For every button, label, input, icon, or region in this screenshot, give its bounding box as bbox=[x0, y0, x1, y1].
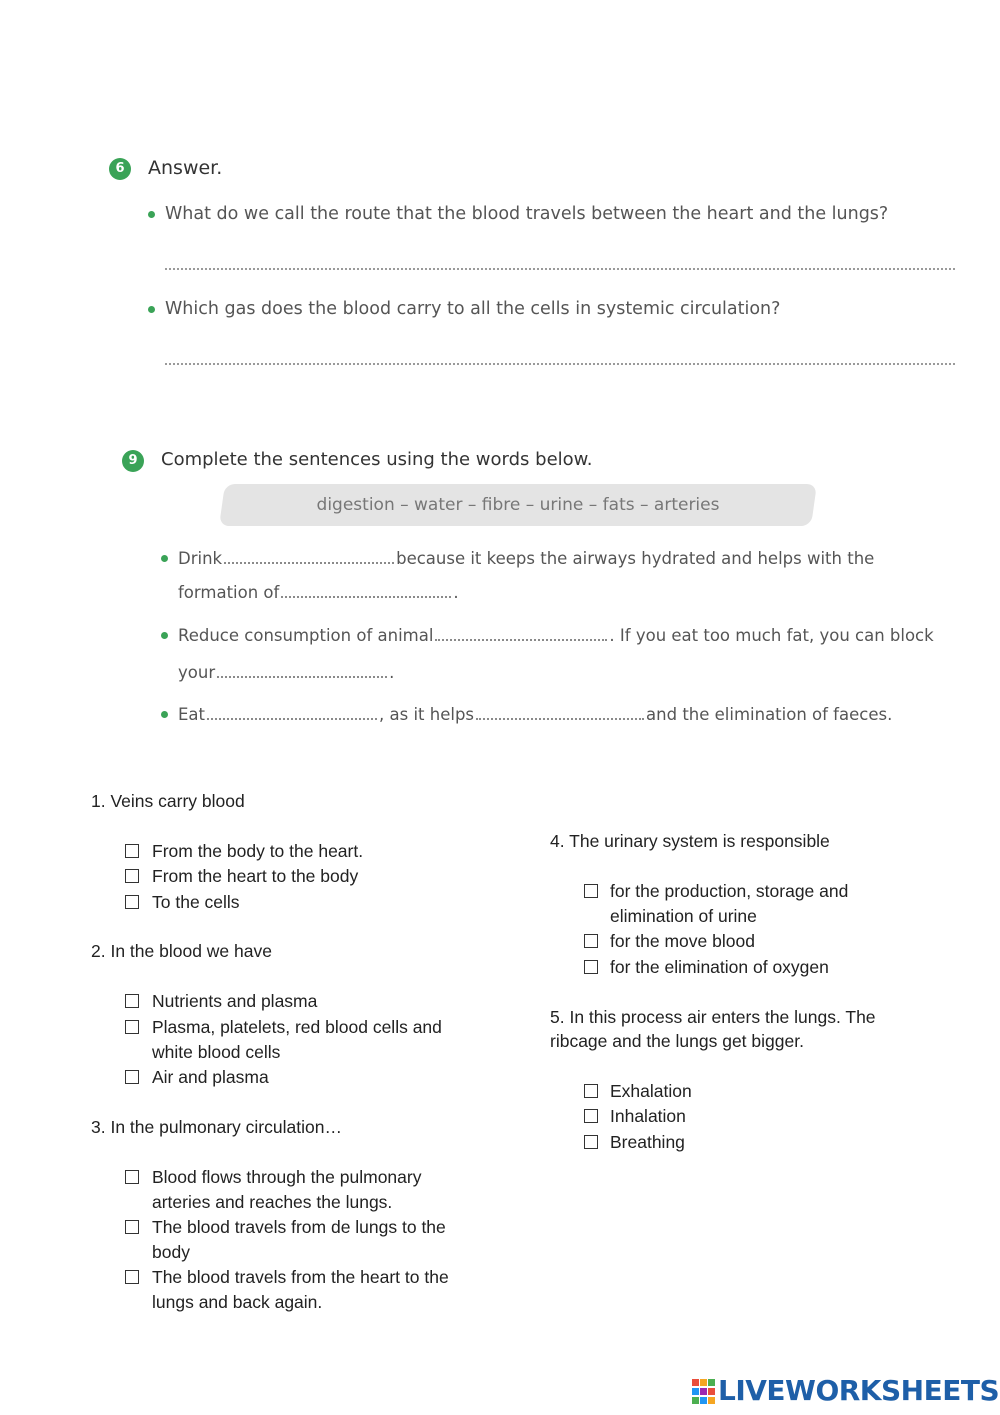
exercise-title: Answer. bbox=[148, 157, 223, 179]
checkbox[interactable] bbox=[125, 844, 139, 858]
checkbox[interactable] bbox=[584, 1084, 598, 1098]
question-text: 2. In the blood we have bbox=[91, 941, 272, 961]
blank-gap[interactable] bbox=[207, 717, 377, 720]
option-label: Blood flows through the pulmonary bbox=[152, 1167, 422, 1187]
option-label: for the elimination of oxygen bbox=[610, 957, 829, 977]
logo-text: LIVEWORKSHEETS bbox=[718, 1374, 1000, 1407]
option-label: The blood travels from the heart to the bbox=[152, 1267, 449, 1287]
word-bank: digestion – water – fibre – urine – fats – arteries bbox=[316, 495, 720, 515]
option-label: Nutrients and plasma bbox=[152, 991, 318, 1011]
sentence-part: . bbox=[453, 583, 459, 602]
sentence-part: . bbox=[389, 663, 395, 682]
question-text: ribcage and the lungs get bigger. bbox=[550, 1031, 804, 1051]
bullet-dot bbox=[161, 711, 168, 718]
option-label: Exhalation bbox=[610, 1081, 692, 1101]
question-text: 3. In the pulmonary circulation… bbox=[91, 1117, 342, 1137]
sentence-part: , as it helps bbox=[379, 705, 475, 724]
sentence-part: Reduce consumption of animal bbox=[178, 626, 434, 645]
exercise-number-badge: 9 bbox=[122, 450, 144, 472]
option-label: Inhalation bbox=[610, 1106, 686, 1126]
checkbox[interactable] bbox=[584, 934, 598, 948]
exercise-title: Complete the sentences using the words below. bbox=[161, 449, 593, 470]
option-label: Air and plasma bbox=[152, 1067, 269, 1087]
blank-gap[interactable] bbox=[281, 595, 451, 598]
checkbox[interactable] bbox=[125, 895, 139, 909]
checkbox[interactable] bbox=[125, 869, 139, 883]
blank-gap[interactable] bbox=[224, 561, 394, 564]
option-label: arteries and reaches the lungs. bbox=[152, 1192, 393, 1212]
option-label: elimination of urine bbox=[610, 906, 757, 926]
fill-sentence-line bbox=[178, 705, 892, 724]
option-label: From the body to the heart. bbox=[152, 841, 364, 861]
sentence-part: Eat bbox=[178, 705, 206, 724]
fill-sentence-line bbox=[178, 663, 394, 682]
sentence-part: your bbox=[178, 663, 216, 682]
exercise-number-badge: 6 bbox=[109, 158, 131, 180]
checkbox[interactable] bbox=[125, 1220, 139, 1234]
blank-gap[interactable] bbox=[217, 675, 387, 678]
option-label: Breathing bbox=[610, 1132, 685, 1152]
sentence-part: and the elimination of faeces. bbox=[646, 705, 893, 724]
blank-gap[interactable] bbox=[476, 717, 644, 720]
bullet-dot bbox=[148, 306, 155, 313]
option-label: From the heart to the body bbox=[152, 866, 359, 886]
bullet-dot bbox=[148, 211, 155, 218]
option-label: for the production, storage and bbox=[610, 881, 849, 901]
answer-line[interactable] bbox=[165, 268, 955, 270]
checkbox[interactable] bbox=[584, 884, 598, 898]
blank-gap[interactable] bbox=[435, 638, 607, 641]
answer-line[interactable] bbox=[165, 363, 955, 365]
logo-mark-icon bbox=[692, 1379, 716, 1405]
question-text: 4. The urinary system is responsible bbox=[550, 831, 830, 851]
bullet-dot bbox=[161, 555, 168, 562]
sentence-part: because it keeps the airways hydrated and helps with the bbox=[396, 549, 875, 568]
checkbox[interactable] bbox=[584, 1109, 598, 1123]
checkbox[interactable] bbox=[125, 1170, 139, 1184]
question-text: What do we call the route that the blood travels between the heart and the lungs? bbox=[165, 204, 889, 224]
fill-sentence-line bbox=[178, 626, 934, 645]
sentence-part: . If you eat too much fat, you can block bbox=[609, 626, 934, 645]
checkbox[interactable] bbox=[125, 994, 139, 1008]
sentence-part: Drink bbox=[178, 549, 223, 568]
question-text: Which gas does the blood carry to all the cells in systemic circulation? bbox=[165, 299, 781, 319]
sentence-part: formation of bbox=[178, 583, 280, 602]
option-label: white blood cells bbox=[152, 1042, 281, 1062]
question-text: 1. Veins carry blood bbox=[91, 791, 245, 811]
checkbox[interactable] bbox=[125, 1270, 139, 1284]
option-label: lungs and back again. bbox=[152, 1292, 323, 1312]
fill-sentence-line bbox=[178, 549, 874, 568]
option-label: Plasma, platelets, red blood cells and bbox=[152, 1017, 442, 1037]
option-label: for the move blood bbox=[610, 931, 755, 951]
fill-sentence-line bbox=[178, 583, 459, 602]
question-text: 5. In this process air enters the lungs. The bbox=[550, 1007, 876, 1027]
bullet-dot bbox=[161, 632, 168, 639]
option-label: To the cells bbox=[152, 892, 240, 912]
option-label: body bbox=[152, 1242, 190, 1262]
checkbox[interactable] bbox=[125, 1020, 139, 1034]
checkbox[interactable] bbox=[584, 1135, 598, 1149]
checkbox[interactable] bbox=[125, 1070, 139, 1084]
option-label: The blood travels from de lungs to the bbox=[152, 1217, 446, 1237]
checkbox[interactable] bbox=[584, 960, 598, 974]
